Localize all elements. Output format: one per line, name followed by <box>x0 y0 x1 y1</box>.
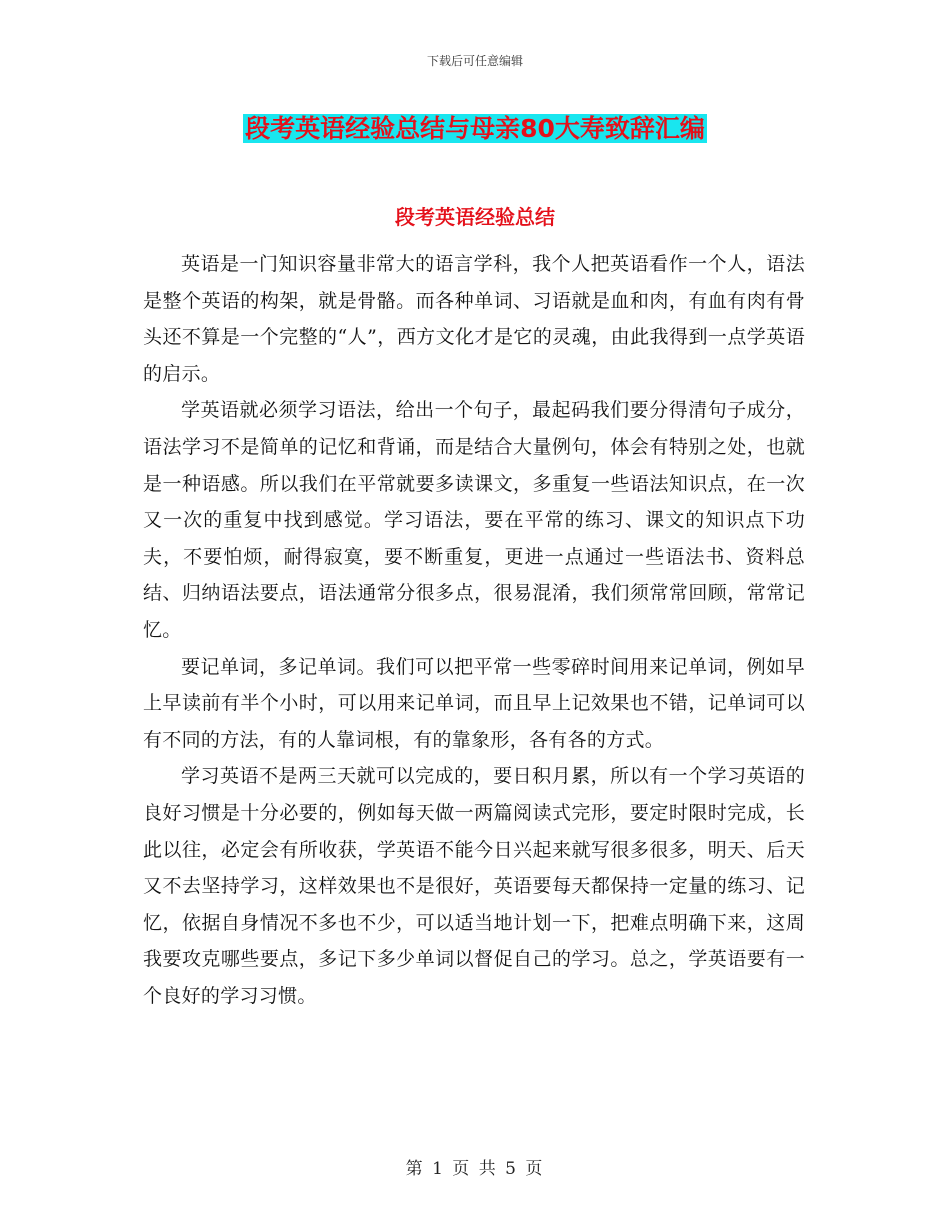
page-footer: 第 1 页 共 5 页 <box>405 1159 545 1179</box>
paragraph-2: 学英语就必须学习语法，给出一个句子，最起码我们要分得清句子成分，语法学习不是简单的记忆和背诵，而是结合大量例句，体会有特别之处，也就是一种语感。所以我们在平常就要多读课文，多重复一些语法知识点，在一次又一次的重复中找到感觉。学习语法，要在平常的练习、课文的知识点下功夫，不要怕烦，耐得寂寞，要不断重复，更进一点通过一些语法书、资料总结、归纳语法要点，语法通常分很多点，很易混淆，我们须常常回顾，常常记忆。 <box>143 399 805 641</box>
paragraph-3: 要记单词，多记单词。我们可以把平常一些零碎时间用来记单词，例如早上早读前有半个小时，可以用来记单词，而且早上记效果也不错，记单词可以有不同的方法，有的人靠词根，有的靠象形，各有各的方式。 <box>143 655 805 751</box>
document-title <box>0 110 950 148</box>
paragraph-1: 英语是一门知识容量非常大的语言学科，我个人把英语看作一个人，语法是整个英语的构架，就是骨骼。而各种单词、习语就是血和肉，有血有肉有骨头还不算是一个完整的“人”，西方文化才是它的灵魂，由此我得到一点学英语的启示。 <box>143 253 805 385</box>
document-body <box>143 246 805 1014</box>
header-note: 下载后可任意编辑 <box>426 54 523 68</box>
section-title: 段考英语经验总结 <box>395 205 555 229</box>
document-title-text: 段考英语经验总结与母亲80大寿致辞汇编 <box>245 114 705 143</box>
paragraph-4: 学习英语不是两三天就可以完成的，要日积月累，所以有一个学习英语的良好习惯是十分必要的，例如每天做一两篇阅读式完形，要定时限时完成，长此以往，必定会有所收获，学英语不能今日兴起来就写很多很多，明天、后天又不去坚持学习，这样效果也不是很好，英语要每天都保持一定量的练习、记忆，依据自身情况不多也不少，可以适当地计划一下，把难点明确下来，这周我要攻克哪些要点，多记下多少单词以督促自己的学习。总之，学英语要有一个良好的学习习惯。 <box>143 765 805 1007</box>
